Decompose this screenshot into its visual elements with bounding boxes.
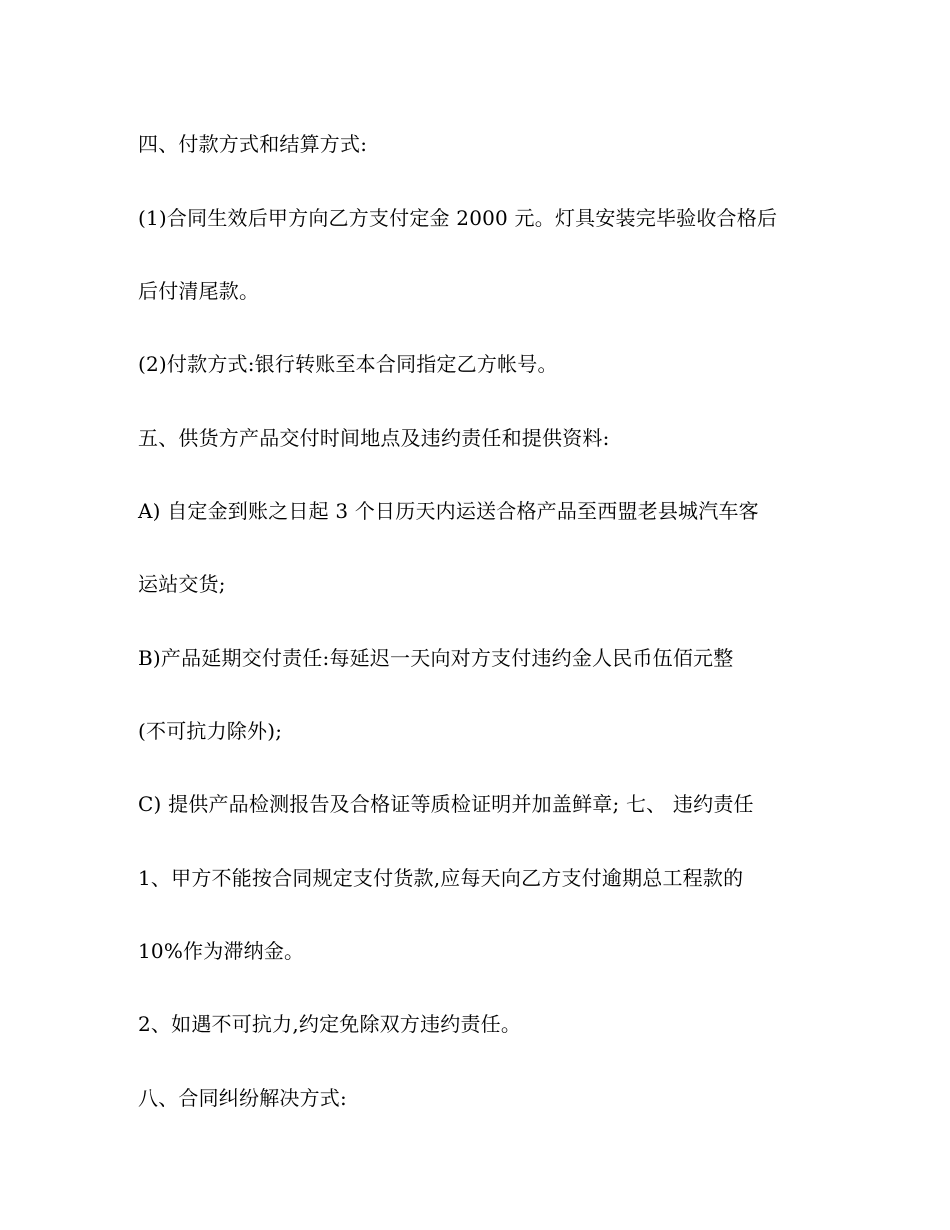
paragraph-line: 10%作为滞纳金。 xyxy=(138,939,305,963)
paragraph-line: 1、甲方不能按合同规定支付货款,应每天向乙方支付逾期总工程款的 xyxy=(138,866,744,890)
paragraph-line: (1)合同生效后甲方向乙方支付定金 2000 元。灯具安装完毕验收合格后 xyxy=(138,206,778,230)
paragraph-line: C) 提供产品检测报告及合格证等质检证明并加盖鲜章; 七、 违约责任 xyxy=(138,792,754,816)
section-heading-dispute: 八、合同纠纷解决方式: xyxy=(138,1086,347,1110)
paragraph-line: B)产品延期交付责任:每延迟一天向对方支付违约金人民币伍佰元整 xyxy=(138,646,734,670)
paragraph-line: 运站交货; xyxy=(138,572,226,596)
section-heading-payment: 四、付款方式和结算方式: xyxy=(138,132,368,156)
paragraph-line: 后付清尾款。 xyxy=(138,279,260,303)
paragraph-line: (不可抗力除外); xyxy=(138,719,283,743)
paragraph-line: 2、如遇不可抗力,约定免除双方违约责任。 xyxy=(138,1012,522,1036)
paragraph-line: (2)付款方式:银行转账至本合同指定乙方帐号。 xyxy=(138,352,558,376)
paragraph-line: A) 自定金到账之日起 3 个日历天内运送合格产品至西盟老县城汽车客 xyxy=(138,499,759,523)
section-heading-delivery: 五、供货方产品交付时间地点及违约责任和提供资料: xyxy=(138,426,610,450)
